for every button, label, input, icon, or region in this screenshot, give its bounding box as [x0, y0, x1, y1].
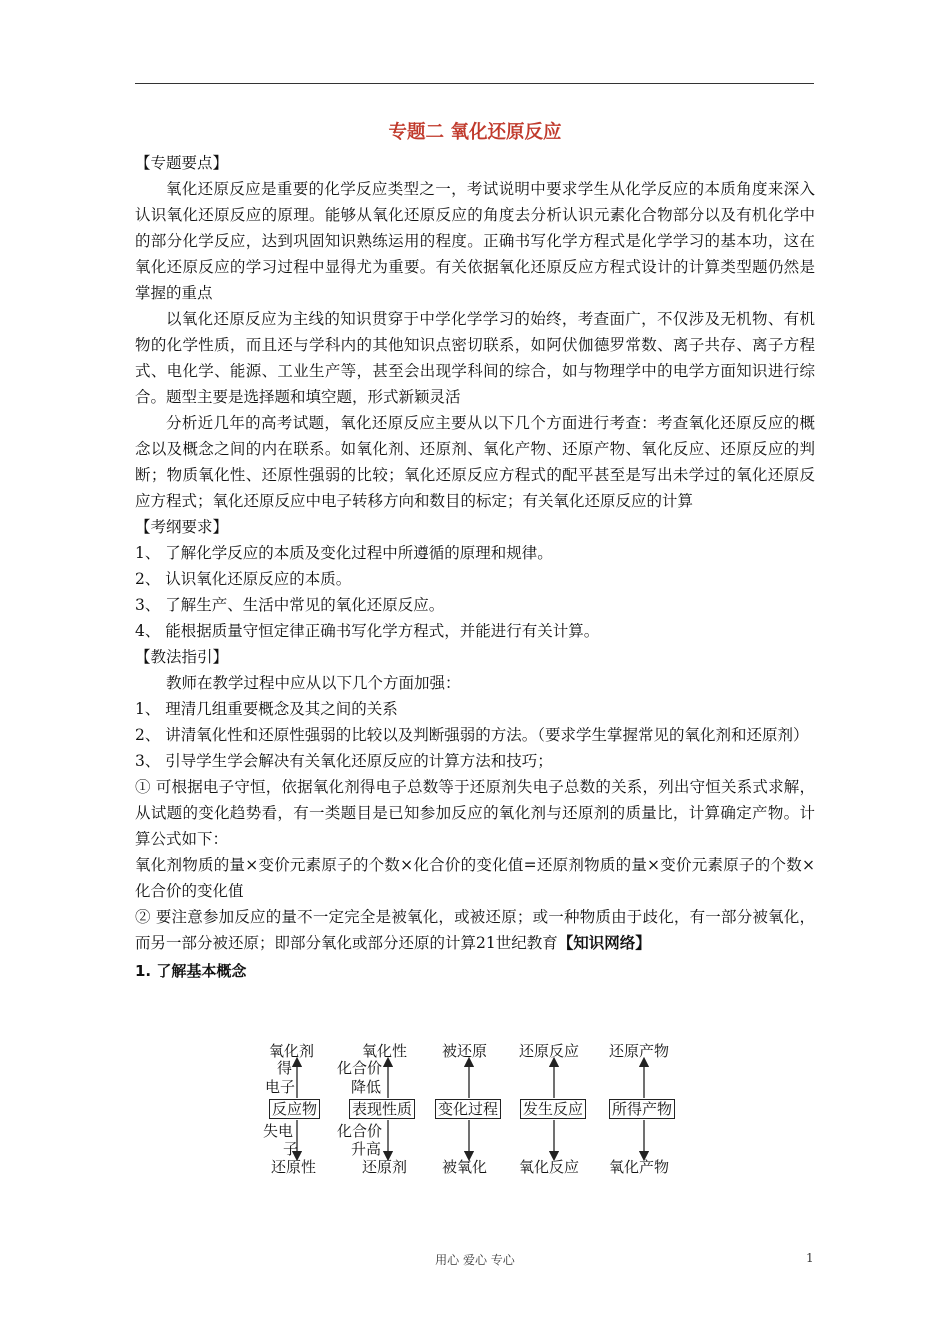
list-item: 4、 能根据质量守恒定律正确书写化学方程式，并能进行有关计算。 — [135, 622, 600, 640]
page-title: 专题二 氧化还原反应 — [388, 122, 562, 143]
section-heading: 【专题要点】 — [135, 154, 229, 172]
concept-diagram — [255, 1038, 695, 1178]
section-key-points — [135, 150, 815, 514]
list-item — [135, 904, 815, 956]
label-decrease: 降低 — [351, 1078, 382, 1096]
box-reaction: 发生反应 — [520, 1099, 586, 1119]
box-reactant: 反应物 — [269, 1099, 320, 1119]
paragraph: 氧化还原反应是重要的化学反应类型之一，考试说明中要求学生从化学反应的本质角度来深入认识氧化还原反应的原理。能够从氧化还原反应的角度去分析认识元素化合物部分以及有机化学中的部分化学反应，达到巩固知识熟练运用的程度。正确书写化学方程式是化学学习的基本功，这在氧化还原反应的学习过程中显得尤为重要。有关依据氧化还原反应方程式设计的计算类型题仍然是掌握的重点 — [135, 180, 815, 302]
list-item: 1、 理清几组重要概念及其之间的关系 — [135, 700, 398, 718]
label-electron: 电子 — [265, 1078, 296, 1096]
section-syllabus — [135, 514, 815, 644]
page-footer: 用心 爱心 专心 — [435, 1253, 515, 1267]
paragraph: 教师在教学过程中应从以下几个方面加强： — [166, 674, 461, 692]
paragraph: 以氧化还原反应为主线的知识贯穿于中学化学学习的始终，考查面广，不仅涉及无机物、有机物的化学性质，而且还与学科内的其他知识点密切联系，如阿伏伽德罗常数、离子共存、离子方程式、电化学、能源、工业生产等，甚至会出现学科间的综合，如与物理学中的电学方面知识进行综合。题型主要是选择题和填空题，形式新颖灵活 — [135, 310, 815, 406]
label-reduction-reaction: 还原反应 — [519, 1042, 580, 1060]
box-change-process: 变化过程 — [435, 1099, 501, 1119]
page-number: 1 — [806, 1251, 814, 1265]
list-item: 2、 讲清氧化性和还原性强弱的比较以及判断强弱的方法。（要求学生掌握常见的氧化剂和还原剂） — [135, 726, 809, 744]
box-property: 表现性质 — [349, 1099, 415, 1119]
label-lose-electron: 失电 — [263, 1122, 294, 1140]
label-gain: 得 — [277, 1059, 293, 1077]
section-teaching — [135, 644, 815, 956]
list-item: 3、 了解生产、生活中常见的氧化还原反应。 — [135, 596, 445, 614]
label-oxidized: 被氧化 — [442, 1158, 488, 1176]
list-item: 2、 认识氧化还原反应的本质。 — [135, 570, 352, 588]
list-item: 1、 了解化学反应的本质及变化过程中所遵循的原理和规律。 — [135, 544, 553, 562]
subheading: 1. 了解基本概念 — [135, 962, 247, 980]
label-oxidizing: 氧化性 — [362, 1042, 408, 1060]
label-reduction-product: 还原产物 — [609, 1042, 670, 1060]
paragraph: 分析近几年的高考试题，氧化还原反应主要从以下几个方面进行考查：考查氧化还原反应的概念以及概念之间的内在联系。如氧化剂、还原剂、氧化产物、还原产物、氧化反应、还原反应的判断；物质氧化性、还原性强弱的比较；氧化还原反应方程式的配平甚至是写出未学过的氧化还原反应方程式；氧化还原反应中电子转移方向和数目的标定；有关氧化还原反应的计算 — [135, 414, 815, 510]
list-item-text: ② 要注意参加反应的量不一定完全是被氧化，或被还原；或一种物质由于歧化，有一部分被氧化，而另一部分被还原；即部分氧化或部分还原的计算21世纪教育 — [135, 908, 815, 952]
label-reducing: 还原性 — [271, 1158, 317, 1176]
label-oxidation-product: 氧化产物 — [609, 1158, 670, 1176]
label-valence: 化合价 — [337, 1059, 383, 1077]
list-item: 3、 引导学生学会解决有关氧化还原反应的计算方法和技巧； — [135, 752, 553, 770]
list-item: ① 可根据电子守恒，依据氧化剂得电子总数等于还原剂失电子总数的关系，列出守恒关系式求解，从试题的变化趋势看，有一类题目是已知参加反应的氧化剂与还原剂的质量比，计算确定产物。计算公式如下： — [135, 778, 815, 848]
document-body — [135, 118, 815, 984]
section-heading: 【教法指引】 — [135, 648, 229, 666]
label-reductant: 还原剂 — [362, 1158, 408, 1176]
header-rule — [135, 83, 814, 84]
label-electron-2: 子 — [283, 1140, 299, 1158]
formula-text: 氧化剂物质的量×变价元素原子的个数×化合价的变化值=还原剂物质的量×变价元素原子的个数×化合价的变化值 — [135, 856, 815, 900]
label-valence-2: 化合价 — [337, 1122, 383, 1140]
box-product: 所得产物 — [609, 1099, 675, 1119]
section-heading: 【考纲要求】 — [135, 518, 229, 536]
knowledge-network-heading: 【知识网络】 — [557, 933, 651, 952]
label-reduced: 被还原 — [442, 1042, 488, 1060]
label-increase: 升高 — [351, 1140, 382, 1158]
label-oxidation-reaction: 氧化反应 — [519, 1158, 580, 1176]
label-oxidant: 氧化剂 — [269, 1042, 315, 1060]
